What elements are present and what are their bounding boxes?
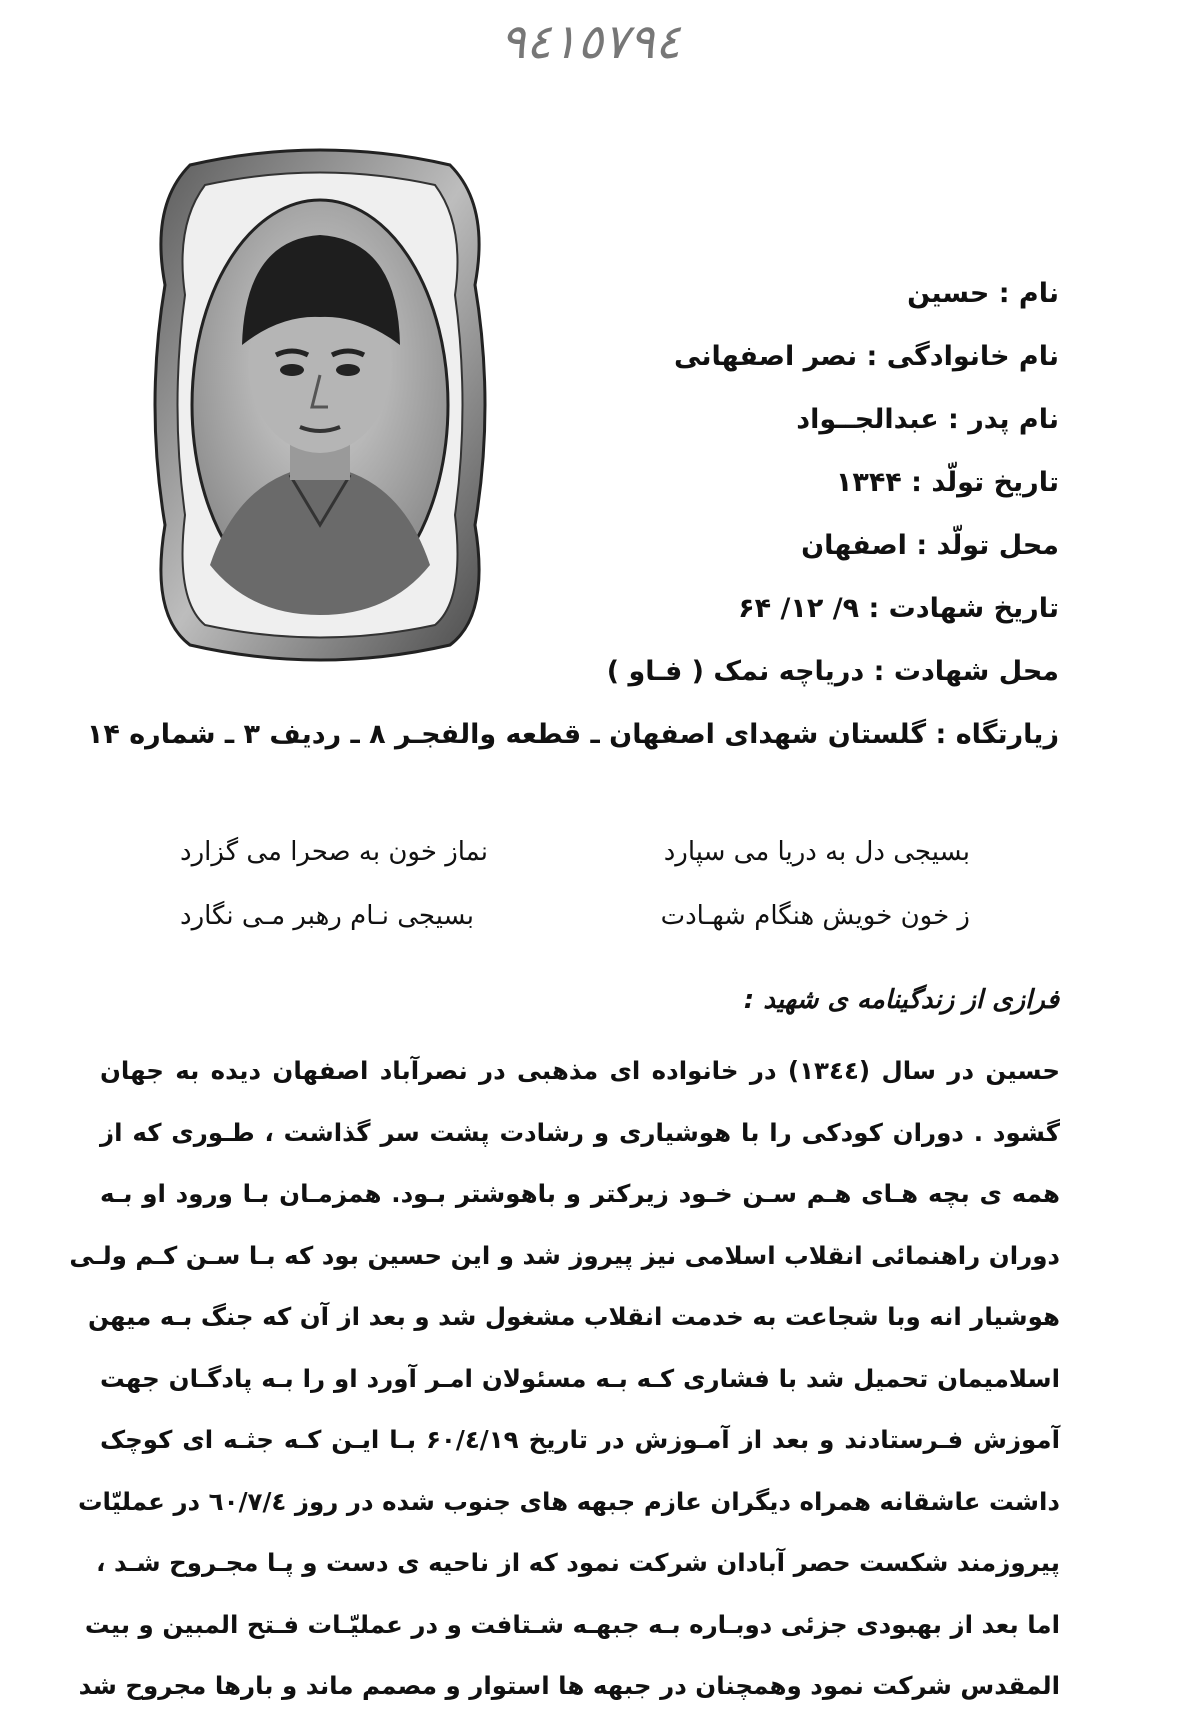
biography-heading: فرازی از زندگینامه ی شهید : [743,985,1059,1015]
biography-line: هوشیار انه وبا شجاعت به خدمت انقلاب مشغول شد و بعد از آن که جنگ بـه میهن [87,1302,1060,1331]
biography-line: آموزش فـرستادند و بعد از آمـوزش در تاریخ ۶۰/٤/۱۹ بـا ایـن کـه جثـه ای کوچک [100,1425,1060,1454]
poem-hemistich-right: ز خون خویش هنگام شهـادت [660,901,970,931]
biography-line: پیروزمند شکست حصر آبادان شرکت نمود که از ناحیه ی دست و پـا مجـروح شـد ، [96,1548,1060,1577]
biography-text [69,1040,1060,1717]
biography-line: اما بعد از بهبودی جزئی دوبـاره بـه جبهـه شـتافت و در عملیّـات فـتح المبین و بیت [84,1609,1060,1639]
info-father-name: نام پدر : عبدالجــواد [796,404,1059,435]
biography-line: دوران راهنمائی انقلاب اسلامی نیز پیروز شد و این حسین بود که بـا سـن کـم ولـی [69,1240,1060,1270]
biography-line: گشود . دوران کودکی را با هوشیاری و رشادت پشت سر گذاشت ، طـوری که از [100,1117,1060,1147]
info-family-name: نام خانوادگی : نصر اصفهانی [674,341,1059,372]
info-name: نام : حسین [907,278,1059,309]
biography-line: داشت عاشقانه همراه دیگران عازم جبهه های جنوب شده در روز ٦٠/۷/٤ در عملیّات [77,1486,1060,1516]
poem-hemistich-left: بسیجی نـام رهبر مـی نگارد [180,901,474,931]
biography-line: همه ی بچه هـای هـم سـن خـود زیرکتر و باهوشتر بـود. همزمـان بـا ورود او بـه [100,1179,1060,1208]
info-martyrdom-place: محل شهادت : دریاچه نمک ( فـاو ) [606,656,1059,687]
handwritten-record-number: ٩٤١٥٧٩٤ [500,14,681,70]
biography-line: المقدس شرکت نمود وهمچنان در جبهه ها استوار و مصمم ماند و بارها مجروح شد [78,1671,1060,1700]
poem-hemistich-left: نماز خون به صحرا می گزارد [180,837,488,867]
poem-line [180,820,970,884]
poem-line [180,884,970,948]
biography-line: حسین در سال (۱۳٤٤) در خانواده ای مذهبی در نصرآباد اصفهان دیده به جهان [100,1056,1060,1085]
info-birth-place: محل تولّد : اصفهان [801,530,1059,561]
info-burial-place: زیارتگاه : گلستان شهدای اصفهان ـ قطعه والفجـر ۸ ـ ردیف ۳ ـ شماره ۱۴ [86,719,1059,750]
poem [180,820,970,948]
info-martyrdom-date: تاریخ شهادت : ۹/ ۱۲/ ۶۴ [738,593,1059,624]
personal-info [86,262,1059,766]
biography-line: اسلامیمان تحمیل شد با فشاری کـه بـه مسئولان امـر آورد او را بـه پادگـان جهت [100,1363,1060,1393]
poem-hemistich-right: بسیجی دل به دریا می سپارد [663,837,970,867]
info-birth-date: تاریخ تولّد : ۱۳۴۴ [835,467,1059,498]
